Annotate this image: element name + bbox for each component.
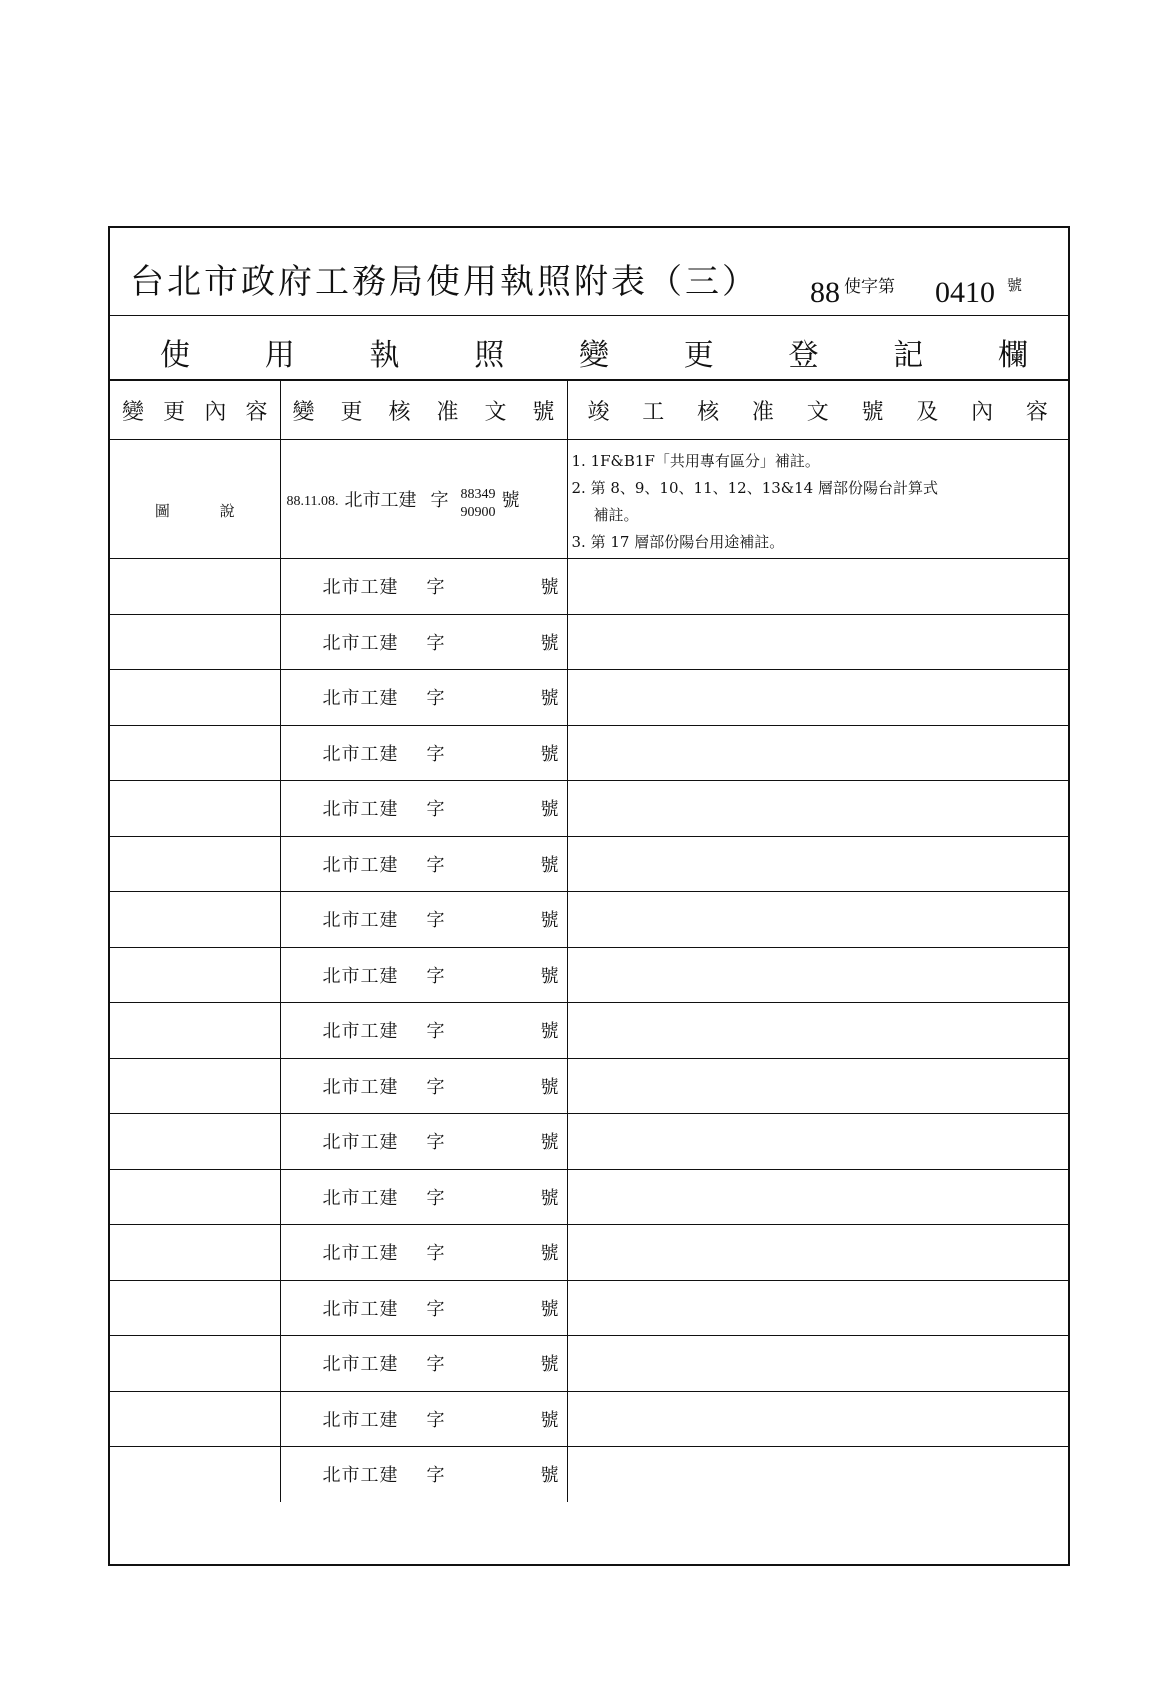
- change-content-cell: [110, 1058, 280, 1114]
- header-char: 文: [806, 399, 829, 425]
- doc-number-blank: [473, 1128, 513, 1154]
- doc-zi: 字: [426, 577, 445, 599]
- approval-number-cell: [280, 947, 567, 1003]
- change-content-cell: [110, 670, 280, 726]
- completion-content-cell: [567, 1447, 1068, 1502]
- change-content-cell: [110, 1336, 280, 1392]
- doc-zi: 字: [426, 632, 445, 654]
- completion-content-cell: [567, 892, 1068, 948]
- doc-zi: 字: [426, 965, 445, 987]
- table-row: [110, 1447, 1068, 1502]
- doc-zi: 字: [426, 1187, 445, 1209]
- completion-content-cell: [567, 1169, 1068, 1225]
- header-completion-approval: [567, 381, 1068, 440]
- subtitle-char: 變: [579, 338, 609, 373]
- doc-zi: 字: [426, 854, 445, 876]
- doc-prefix: 北市工建: [322, 1076, 399, 1098]
- doc-suffix: 號: [540, 688, 559, 710]
- doc-suffix: 號: [540, 965, 559, 987]
- doc-number-blank: [473, 1295, 513, 1321]
- approval-number-cell: [280, 1058, 567, 1114]
- change-content-cell: [110, 725, 280, 781]
- doc-suffix: 號: [540, 577, 559, 599]
- table-row: [110, 836, 1068, 892]
- doc-suffix: 號: [540, 1243, 559, 1265]
- completion-content-cell: [567, 725, 1068, 781]
- header-char: 變: [292, 399, 315, 425]
- doc-suffix: 號: [540, 799, 559, 821]
- doc-number-blank: [473, 629, 513, 655]
- doc-number: 88349: [460, 487, 496, 502]
- doc-numbers: [460, 486, 495, 522]
- header-char: 更: [340, 399, 363, 425]
- change-content-cell: [110, 892, 280, 948]
- approval-date: 88.11.08.: [286, 494, 339, 509]
- approval-number-cell: [280, 725, 567, 781]
- completion-content-cell: [567, 1225, 1068, 1281]
- approval-number-cell: [280, 1169, 567, 1225]
- table-row: [110, 559, 1068, 615]
- header-change-content: [110, 381, 280, 440]
- completion-content-cell: [567, 614, 1068, 670]
- header-char: 號: [861, 399, 884, 425]
- table-row: [110, 947, 1068, 1003]
- completion-content-cell: [567, 1114, 1068, 1170]
- form-title: 台北市政府工務局使用執照附表（三）: [130, 262, 759, 302]
- permit-suffix: 號: [1007, 276, 1023, 294]
- usage-permit-appendix-form: [108, 226, 1070, 1566]
- header-char: 文: [484, 399, 507, 425]
- doc-zi: 字: [426, 1132, 445, 1154]
- doc-suffix: 號: [540, 1354, 559, 1376]
- permit-label: 使字第: [844, 277, 895, 297]
- subtitle-char: 使: [160, 338, 190, 373]
- doc-number-blank: [473, 1017, 513, 1043]
- doc-prefix: 北市工建: [344, 490, 417, 511]
- doc-prefix: 北市工建: [322, 1298, 399, 1320]
- approval-number-cell: [280, 1280, 567, 1336]
- change-content-cell: [110, 1225, 280, 1281]
- approval-number-cell: [280, 670, 567, 726]
- change-content-char: 圖: [154, 501, 170, 520]
- doc-suffix: 號: [501, 490, 520, 511]
- table-row: [110, 440, 1068, 559]
- table-row: [110, 1280, 1068, 1336]
- change-register-table: [110, 380, 1068, 1502]
- completion-content-cell: [567, 440, 1068, 559]
- table-row: [110, 1336, 1068, 1392]
- completion-content-cell: [567, 947, 1068, 1003]
- content-line: 3. 第 17 層部份陽台用途補註。: [571, 533, 785, 551]
- blank-rows: [110, 559, 1068, 1502]
- approval-number-cell: [280, 614, 567, 670]
- change-content-cell: [110, 1447, 280, 1502]
- doc-zi: 字: [426, 1021, 445, 1043]
- permit-number: 0410: [935, 276, 995, 309]
- subtitle-char: 用: [264, 338, 295, 373]
- doc-zi: 字: [426, 1354, 445, 1376]
- doc-prefix: 北市工建: [322, 632, 399, 654]
- subtitle-row: [110, 316, 1068, 380]
- change-content-cell: [110, 1169, 280, 1225]
- table-row: [110, 1169, 1068, 1225]
- doc-prefix: 北市工建: [322, 1187, 399, 1209]
- approval-number-cell: [280, 1114, 567, 1170]
- table-row: [110, 1003, 1068, 1059]
- completion-content-cell: [567, 836, 1068, 892]
- header-char: 准: [436, 399, 459, 425]
- doc-number-blank: [473, 1184, 513, 1210]
- completion-content-cell: [567, 1391, 1068, 1447]
- table-row: [110, 1058, 1068, 1114]
- approval-number-cell: [280, 1336, 567, 1392]
- subtitle-char: 登: [788, 338, 819, 373]
- change-content-cell: [110, 781, 280, 837]
- doc-number-blank: [473, 573, 513, 599]
- doc-prefix: 北市工建: [322, 1243, 399, 1265]
- header-char: 及: [916, 399, 939, 425]
- header-char: 容: [245, 399, 268, 425]
- approval-number-cell: [280, 440, 567, 559]
- change-content-cell: [110, 947, 280, 1003]
- content-line: 2. 第 8、9、10、11、12、13&14 層部份陽台計算式: [571, 479, 938, 497]
- section-subtitle: [160, 330, 1028, 374]
- doc-suffix: 號: [540, 743, 559, 765]
- approval-number-cell: [280, 836, 567, 892]
- header-char: 變: [122, 399, 145, 425]
- doc-prefix: 北市工建: [322, 743, 399, 765]
- doc-zi: 字: [430, 490, 449, 511]
- doc-zi: 字: [426, 1465, 445, 1487]
- approval-number-cell: [280, 559, 567, 615]
- doc-prefix: 北市工建: [322, 1465, 399, 1487]
- approval-number-cell: [280, 1225, 567, 1281]
- doc-number-blank: [473, 1461, 513, 1487]
- header-approval-number: [280, 381, 567, 440]
- header-char: 准: [751, 399, 774, 425]
- approval-number-cell: [280, 892, 567, 948]
- change-content-cell: [110, 559, 280, 615]
- table-header-row: [110, 381, 1068, 440]
- header-char: 核: [697, 399, 720, 425]
- table-row: [110, 670, 1068, 726]
- permit-year: 88: [810, 276, 840, 309]
- doc-suffix: 號: [540, 1132, 559, 1154]
- doc-number-blank: [473, 684, 513, 710]
- change-content-char: 說: [219, 501, 235, 520]
- doc-number-blank: [473, 1406, 513, 1432]
- table-row: [110, 781, 1068, 837]
- header-char: 容: [1025, 399, 1048, 425]
- completion-content-cell: [567, 670, 1068, 726]
- table-row: [110, 892, 1068, 948]
- subtitle-char: 更: [683, 338, 714, 373]
- completion-content-cell: [567, 1058, 1068, 1114]
- completion-content-cell: [567, 559, 1068, 615]
- approval-number-cell: [280, 1447, 567, 1502]
- doc-suffix: 號: [540, 854, 559, 876]
- header-char: 更: [163, 399, 186, 425]
- change-content-cell: [110, 440, 280, 559]
- table-row: [110, 1114, 1068, 1170]
- doc-zi: 字: [426, 1298, 445, 1320]
- doc-zi: 字: [426, 1409, 445, 1431]
- doc-zi: 字: [426, 1076, 445, 1098]
- approval-number-cell: [280, 1003, 567, 1059]
- change-content-cell: [110, 614, 280, 670]
- doc-suffix: 號: [540, 910, 559, 932]
- doc-number: 90900: [460, 505, 496, 520]
- doc-number-blank: [473, 1239, 513, 1265]
- header-char: 內: [204, 399, 227, 425]
- doc-suffix: 號: [540, 632, 559, 654]
- approval-number-cell: [280, 781, 567, 837]
- title-row: [110, 228, 1068, 316]
- completion-content-cell: [567, 1336, 1068, 1392]
- doc-prefix: 北市工建: [322, 910, 399, 932]
- change-content-cell: [110, 1280, 280, 1336]
- content-line: 1. 1F&B1F「共用專有區分」補註。: [571, 452, 820, 470]
- completion-content-cell: [567, 1003, 1068, 1059]
- doc-prefix: 北市工建: [322, 1354, 399, 1376]
- doc-zi: 字: [426, 799, 445, 821]
- change-content-cell: [110, 1003, 280, 1059]
- doc-prefix: 北市工建: [322, 854, 399, 876]
- doc-number-blank: [473, 962, 513, 988]
- completion-content-cell: [567, 1280, 1068, 1336]
- doc-prefix: 北市工建: [322, 1409, 399, 1431]
- subtitle-char: 執: [369, 338, 400, 373]
- doc-zi: 字: [426, 743, 445, 765]
- header-char: 內: [971, 399, 994, 425]
- doc-prefix: 北市工建: [322, 799, 399, 821]
- doc-prefix: 北市工建: [322, 1132, 399, 1154]
- doc-number-blank: [473, 851, 513, 877]
- doc-prefix: 北市工建: [322, 965, 399, 987]
- doc-zi: 字: [426, 1243, 445, 1265]
- doc-suffix: 號: [540, 1021, 559, 1043]
- content-line: 補註。: [593, 506, 639, 524]
- doc-suffix: 號: [540, 1076, 559, 1098]
- doc-number-blank: [473, 740, 513, 766]
- doc-number-blank: [473, 1073, 513, 1099]
- doc-prefix: 北市工建: [322, 688, 399, 710]
- subtitle-char: 欄: [998, 338, 1028, 373]
- completion-content-cell: [567, 781, 1068, 837]
- doc-zi: 字: [426, 910, 445, 932]
- doc-number-blank: [473, 906, 513, 932]
- doc-zi: 字: [426, 688, 445, 710]
- subtitle-char: 照: [474, 338, 505, 373]
- doc-number-blank: [473, 795, 513, 821]
- header-char: 工: [642, 399, 665, 425]
- doc-suffix: 號: [540, 1298, 559, 1320]
- header-char: 竣: [587, 399, 610, 425]
- doc-prefix: 北市工建: [322, 577, 399, 599]
- doc-number-blank: [473, 1350, 513, 1376]
- permit-number-block: [810, 276, 1022, 310]
- table-row: [110, 725, 1068, 781]
- change-content-cell: [110, 1114, 280, 1170]
- change-content-cell: [110, 836, 280, 892]
- approval-number-cell: [280, 1391, 567, 1447]
- doc-suffix: 號: [540, 1187, 559, 1209]
- table-row: [110, 1225, 1068, 1281]
- table-row: [110, 614, 1068, 670]
- doc-prefix: 北市工建: [322, 1021, 399, 1043]
- change-content-cell: [110, 1391, 280, 1447]
- header-char: 核: [388, 399, 411, 425]
- table-row: [110, 1391, 1068, 1447]
- subtitle-char: 記: [893, 338, 924, 373]
- header-char: 號: [532, 399, 555, 425]
- doc-suffix: 號: [540, 1409, 559, 1431]
- doc-suffix: 號: [540, 1465, 559, 1487]
